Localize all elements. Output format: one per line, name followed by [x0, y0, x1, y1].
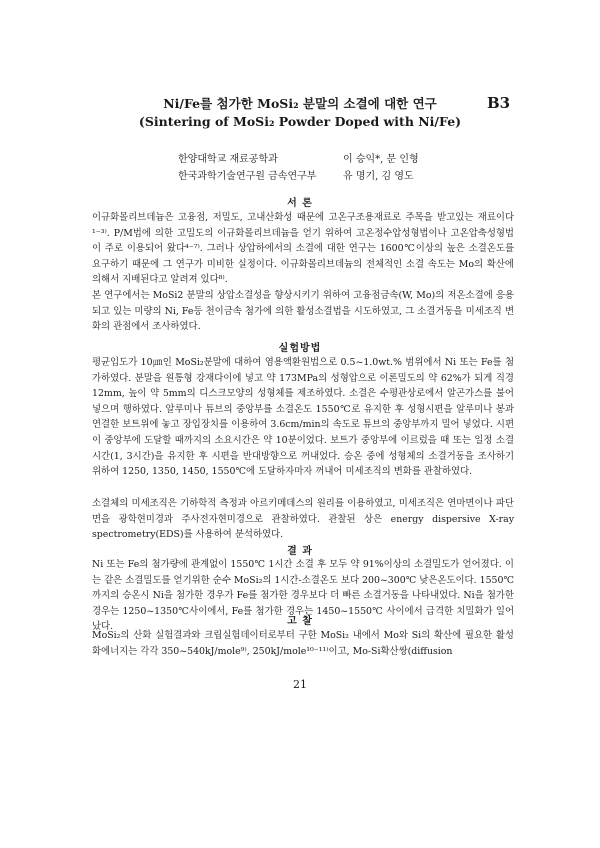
discussion-heading: 고 찰	[287, 616, 313, 627]
page-number: 21	[293, 678, 307, 691]
title-korean: Ni/Fe를 첨가한 MoSi₂ 분말의 소결에 대한 연구	[163, 96, 437, 111]
intro-paragraph-1: 이규화몰리브데늄은 고융점, 저밀도, 고내산화성 때문에 고온구조용재료로 주목을 받고있는 재료이다¹⁻³⁾. P/M법에 의한 고밀도의 이규화몰리브데늄을 얻기 위하여 고온정수압성형법이나 고온압축성형법이 주로 이용되어 왔다⁴⁻⁷⁾. 그러나 상압하에서의 소결에 대한 연구는 1600℃이상의 높은 소결온도를 요구하기 때문에 그 연구가 미비한 실정이다. 이규화몰리브데늄의 전체적인 소결 속도는 Mo의 확산에 의해서 지배된다고 알려져 있다⁸⁾.	[92, 212, 514, 286]
affiliation-org: 한양대학교 재료공학과	[178, 154, 278, 165]
methods-paragraph-2: 소결체의 미세조직은 기하학적 측정과 아르키메데스의 원리를 이용하였고, 미세조직은 연마면이나 파단면을 광학현미경과 주사전자현미경으로 관찰하였다. 관찰된 상은 energy dispersive X-ray spectrometry(EDS)를 사용하여 분석하였다.	[92, 498, 514, 541]
affiliation-row	[0, 168, 600, 185]
affiliations	[0, 151, 600, 185]
intro-paragraph-2: 본 연구에서는 MoSi2 분말의 상압소결성을 향상시키기 위하여 고융점금속(W, Mo)의 저온소결에 응용되고 있는 미량의 Ni, Fe등 천이금속 첨가에 의한 활성소결법을 시도하였고, 그 소결거동을 미세조직 변화의 관점에서 조사하였다.	[92, 290, 514, 333]
results-paragraph-1: Ni 또는 Fe의 첨가량에 관계없이 1550℃ 1시간 소결 후 모두 약 91%이상의 소결밀도가 얻어졌다. 이는 같은 소결밀도를 얻기위한 순수 MoSi₂의 1시간-소결온도 보다 200~300℃ 낮은온도이다. 1550℃까지의 승온시 Ni을 첨가한 경우가 Fe를 첨가한 경우보다 더 빠른 소결거동을 나타내었다. Ni을 첨가한 경우는 1250~1350℃사이에서, Fe를 첨가한 경우는 1450~1550℃ 사이에서 급격한 치밀화가 일어났다.	[92, 559, 514, 633]
title-block	[0, 95, 600, 131]
affiliation-authors: 이 승익*, 문 인형	[343, 154, 419, 165]
affiliation-authors: 유 명기, 김 영도	[343, 171, 414, 182]
title-english: (Sintering of MoSi₂ Powder Doped with Ni/Fe)	[138, 114, 462, 129]
methods-heading: 실험방법	[278, 343, 322, 354]
results-heading: 결 과	[287, 546, 313, 557]
intro-heading: 서 론	[287, 198, 313, 209]
page-code: B3	[487, 94, 511, 112]
methods-paragraph-1: 평균입도가 10㎛인 MoSi₂분말에 대하여 염용액환원법으로 0.5~1.0wt.% 범위에서 Ni 또는 Fe를 첨가하였다. 분말을 원통형 강재다이에 넣고 약 173MPa의 성형압으로 이론밀도의 약 62%가 되게 직경 12mm, 높이 약 5mm의 디스크모양의 성형체를 제조하였다. 소결은 수평관상로에서 알곤가스를 불어넣으며 행하였다. 알루미나 튜브의 중앙부를 소결온도 1550℃로 유지한 후 성형시편을 알루미나 봉과 연결한 보트위에 놓고 장입장치를 이용하여 3.6cm/min의 속도로 튜브의 중앙부까지 밀어 넣었다. 시편이 중앙부에 도달할 때까지의 소요시간은 약 10분이었다. 보트가 중앙부에 이르렀을 때 또는 일정 소결시간(1, 3시간)을 유지한 후 시편을 반대방향으로 꺼내었다. 승온 중에 성형체의 소결거동을 조사하기 위하여 1250, 1350, 1450, 1550℃에 도달하자마자 꺼내어 미세조직의 변화를 관찰하였다.	[92, 357, 514, 478]
discussion-paragraph-1: MoSi₂의 산화 실험결과와 크립실험데이터로부터 구한 MoSi₂ 내에서 Mo와 Si의 확산에 필요한 활성화에너지는 각각 350~540kJ/mole⁹⁾, 250kJ/mole¹⁰⁻¹¹⁾이고, Mo-Si확산쌍(diffusion	[92, 630, 514, 657]
affiliation-row	[0, 151, 600, 168]
affiliation-org: 한국과학기술연구원 금속연구부	[178, 171, 317, 182]
